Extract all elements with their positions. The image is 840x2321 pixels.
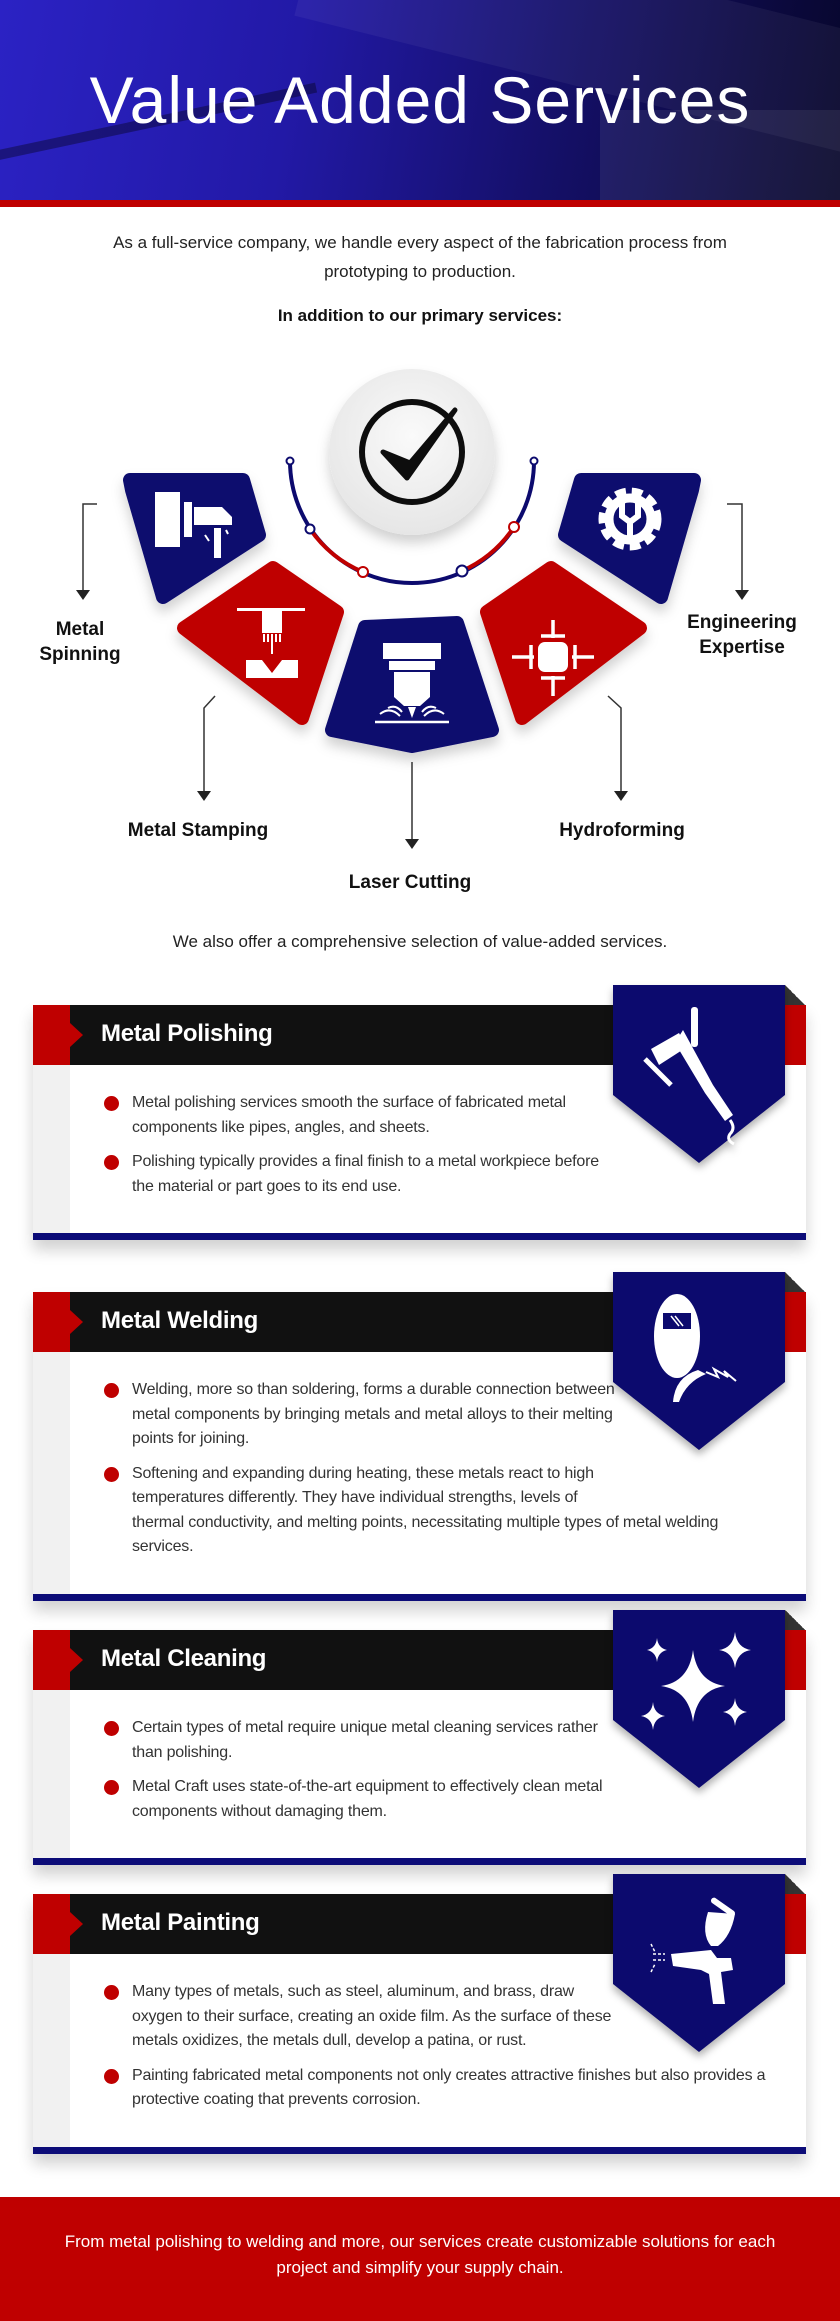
card-title: Metal Polishing — [101, 1020, 273, 1047]
card-bottom-bar — [33, 1233, 806, 1240]
service-card-metal-welding — [33, 1292, 806, 1601]
card-title: Metal Welding — [101, 1307, 258, 1334]
label-metal-spinning: Metal Spinning — [39, 619, 121, 665]
footer-banner — [0, 2197, 840, 2321]
card-title: Metal Cleaning — [101, 1645, 267, 1672]
card-bottom-bar — [33, 1858, 806, 1865]
service-card-metal-painting — [33, 1894, 806, 2154]
sparkles-icon — [613, 1610, 785, 1788]
arrow-down-icon — [614, 791, 628, 801]
list-item: Certain types of metal require unique metal cleaning services rather than polishing. — [132, 1716, 766, 1765]
service-card-metal-cleaning — [33, 1630, 806, 1865]
page-title: Value Added Services — [89, 63, 751, 137]
service-card-metal-polishing — [33, 1005, 806, 1240]
list-item: Softening and expanding during heating, these metals react to high temperatures differently. They have individual strengths, levels of thermal conductivity, and melting points, necessitating multiple types of metal welding services. — [132, 1462, 766, 1560]
primary-services-diagram — [0, 340, 840, 920]
arrow-down-icon — [76, 590, 90, 600]
bullet-icon — [104, 1096, 119, 1111]
label-engineering-expertise: Engineering Expertise — [687, 612, 797, 658]
welding-helmet-torch-icon — [613, 1272, 785, 1450]
checkmark-circle-icon — [329, 369, 495, 535]
card-bottom-bar — [33, 2147, 806, 2154]
bullet-icon — [104, 1467, 119, 1482]
list-item: Polishing typically provides a final finish to a metal workpiece before the material or part goes to its end use. — [132, 1150, 766, 1199]
list-item: Painting fabricated metal components not only creates attractive finishes but also provides a protective coating that prevents corrosion. — [132, 2064, 766, 2113]
polisher-icon — [613, 985, 785, 1163]
bullet-icon — [104, 2069, 119, 2084]
footer-text: From metal polishing to welding and more, our services create customizable solutions for each project and simplify your supply chain. — [64, 2232, 776, 2277]
spray-gun-icon — [613, 1874, 785, 2052]
arrow-down-icon — [405, 839, 419, 849]
hero-banner — [0, 0, 840, 200]
bullet-icon — [104, 1155, 119, 1170]
bullet-icon — [104, 1721, 119, 1736]
divider — [0, 200, 840, 207]
primary-services-heading: In addition to our primary services: — [277, 306, 563, 325]
list-item: Metal polishing services smooth the surface of fabricated metal components like pipes, angles, and sheets. — [132, 1091, 766, 1140]
arrow-down-icon — [735, 590, 749, 600]
tile-metal-spinning — [130, 480, 259, 597]
bullet-icon — [104, 1383, 119, 1398]
arrow-down-icon — [197, 791, 211, 801]
also-offer-text: We also offer a comprehensive selection of value-added services. — [172, 932, 668, 951]
card-bottom-bar — [33, 1594, 806, 1601]
list-item: Welding, more so than soldering, forms a durable connection between metal components by bringing metals and metal alloys to their melting points for joining. — [132, 1378, 766, 1452]
card-title: Metal Painting — [101, 1909, 260, 1936]
label-hydroforming: Hydroforming — [559, 820, 685, 841]
list-item: Metal Craft uses state-of-the-art equipment to effectively clean metal components without damaging them. — [132, 1775, 766, 1824]
intro-text: As a full-service company, we handle every aspect of the fabrication process from prototyping to production. — [113, 233, 727, 281]
list-item: Many types of metals, such as steel, aluminum, and brass, draw oxygen to their surface, creating an oxide film. As the surface of these metals oxidizes, the metals dull, develop a patina, or rust. — [132, 1980, 766, 2054]
tile-metal-stamping — [184, 568, 337, 718]
label-metal-stamping: Metal Stamping — [127, 820, 269, 841]
label-laser-cutting: Laser Cutting — [348, 872, 472, 893]
bullet-icon — [104, 1780, 119, 1795]
bullet-icon — [104, 1985, 119, 2000]
